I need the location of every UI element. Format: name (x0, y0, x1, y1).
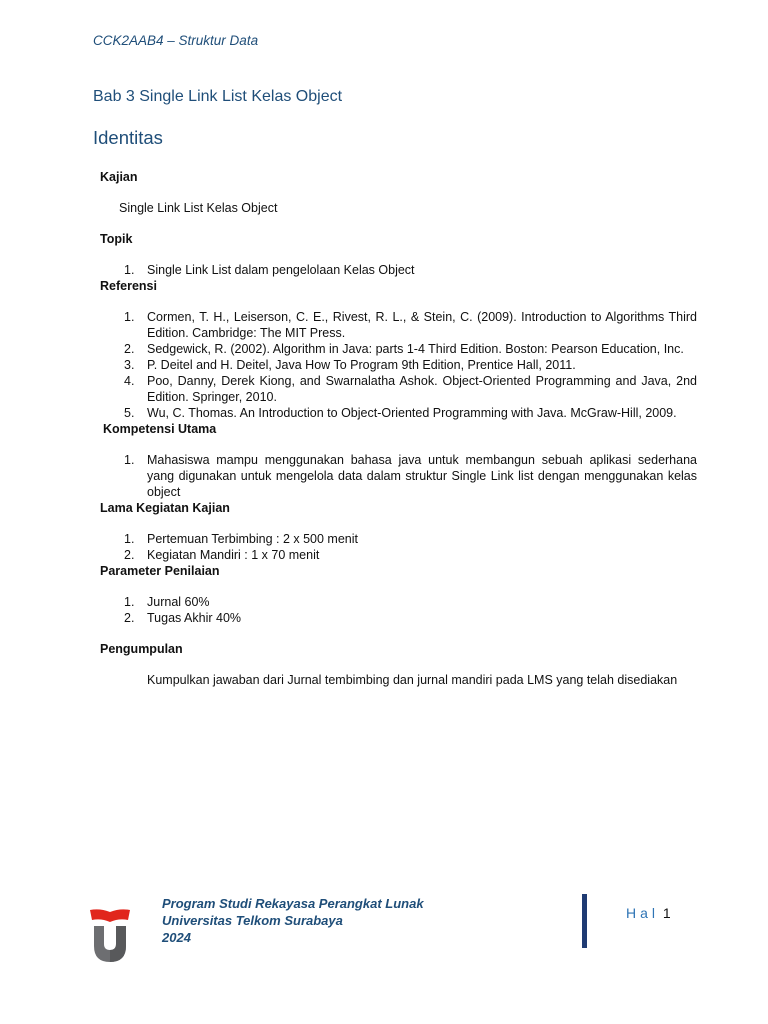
lama-kegiatan-list (100, 531, 697, 563)
footer-program: Program Studi Rekayasa Perangkat Lunak (162, 896, 424, 911)
list-item: 1. Jurnal 60% (124, 595, 210, 609)
list-item: 4. Poo, Danny, Derek Kiong, and Swarnalatha Ashok. Object-Oriented Programming and Java, 2nd Edition. Springer, 2010. (124, 374, 697, 404)
pengumpulan-text: Kumpulkan jawaban dari Jurnal tembimbing dan jurnal mandiri pada LMS yang telah disediakan (147, 673, 678, 687)
footer-year: 2024 (162, 930, 191, 945)
course-code: CCK2AAB4 – Struktur Data (93, 33, 259, 48)
list-item: 1. Single Link List dalam pengelolaan Kelas Object (124, 263, 415, 277)
kajian-text: Single Link List Kelas Object (119, 201, 278, 215)
topik-label: Topik (100, 232, 133, 246)
referensi-list (100, 309, 697, 421)
parameter-list (100, 594, 697, 626)
list-item: 1. Mahasiswa mampu menggunakan bahasa java untuk membangun sebuah aplikasi sederhana yang digunakan untuk mengelola data dalam struktur Single Link list dengan menggunakan kelas object (124, 453, 697, 499)
footer-institution (162, 895, 424, 946)
list-item: 2. Tugas Akhir 40% (124, 611, 242, 625)
topik-list (100, 262, 697, 278)
section-title: Identitas (93, 127, 163, 148)
pengumpulan-label: Pengumpulan (100, 642, 183, 656)
referensi-label: Referensi (100, 279, 157, 293)
list-item: 3. P. Deitel and H. Deitel, Java How To Program 9th Edition, Prentice Hall, 2011. (124, 358, 576, 372)
page-number-label: Hal (626, 905, 660, 921)
list-item: 1. Pertemuan Terbimbing : 2 x 500 menit (124, 532, 358, 546)
lama-kegiatan-label: Lama Kegiatan Kajian (100, 501, 230, 515)
chapter-title: Bab 3 Single Link List Kelas Object (93, 88, 343, 105)
page-number (626, 905, 671, 921)
document-content (100, 169, 697, 688)
list-item: 1. Cormen, T. H., Leiserson, C. E., Rivest, R. L., & Stein, C. (2009). Introduction to Algorithms Third Edition. Cambridge: The MIT Press. (124, 310, 697, 340)
kompetensi-list (100, 452, 697, 500)
kompetensi-label: Kompetensi Utama (103, 422, 217, 436)
list-item: 5. Wu, C. Thomas. An Introduction to Object-Oriented Programming with Java. McGraw-Hill, 2009. (124, 406, 677, 420)
list-item: 2. Kegiatan Mandiri : 1 x 70 menit (124, 548, 320, 562)
kajian-label: Kajian (100, 170, 138, 184)
footer-university: Universitas Telkom Surabaya (162, 913, 343, 928)
list-item: 2. Sedgewick, R. (2002). Algorithm in Java: parts 1-4 Third Edition. Boston: Pearson Education, Inc. (124, 342, 684, 356)
telkom-logo-icon (90, 908, 130, 962)
parameter-label: Parameter Penilaian (100, 564, 220, 578)
page-number-value: 1 (662, 905, 671, 921)
footer-divider (582, 894, 587, 948)
